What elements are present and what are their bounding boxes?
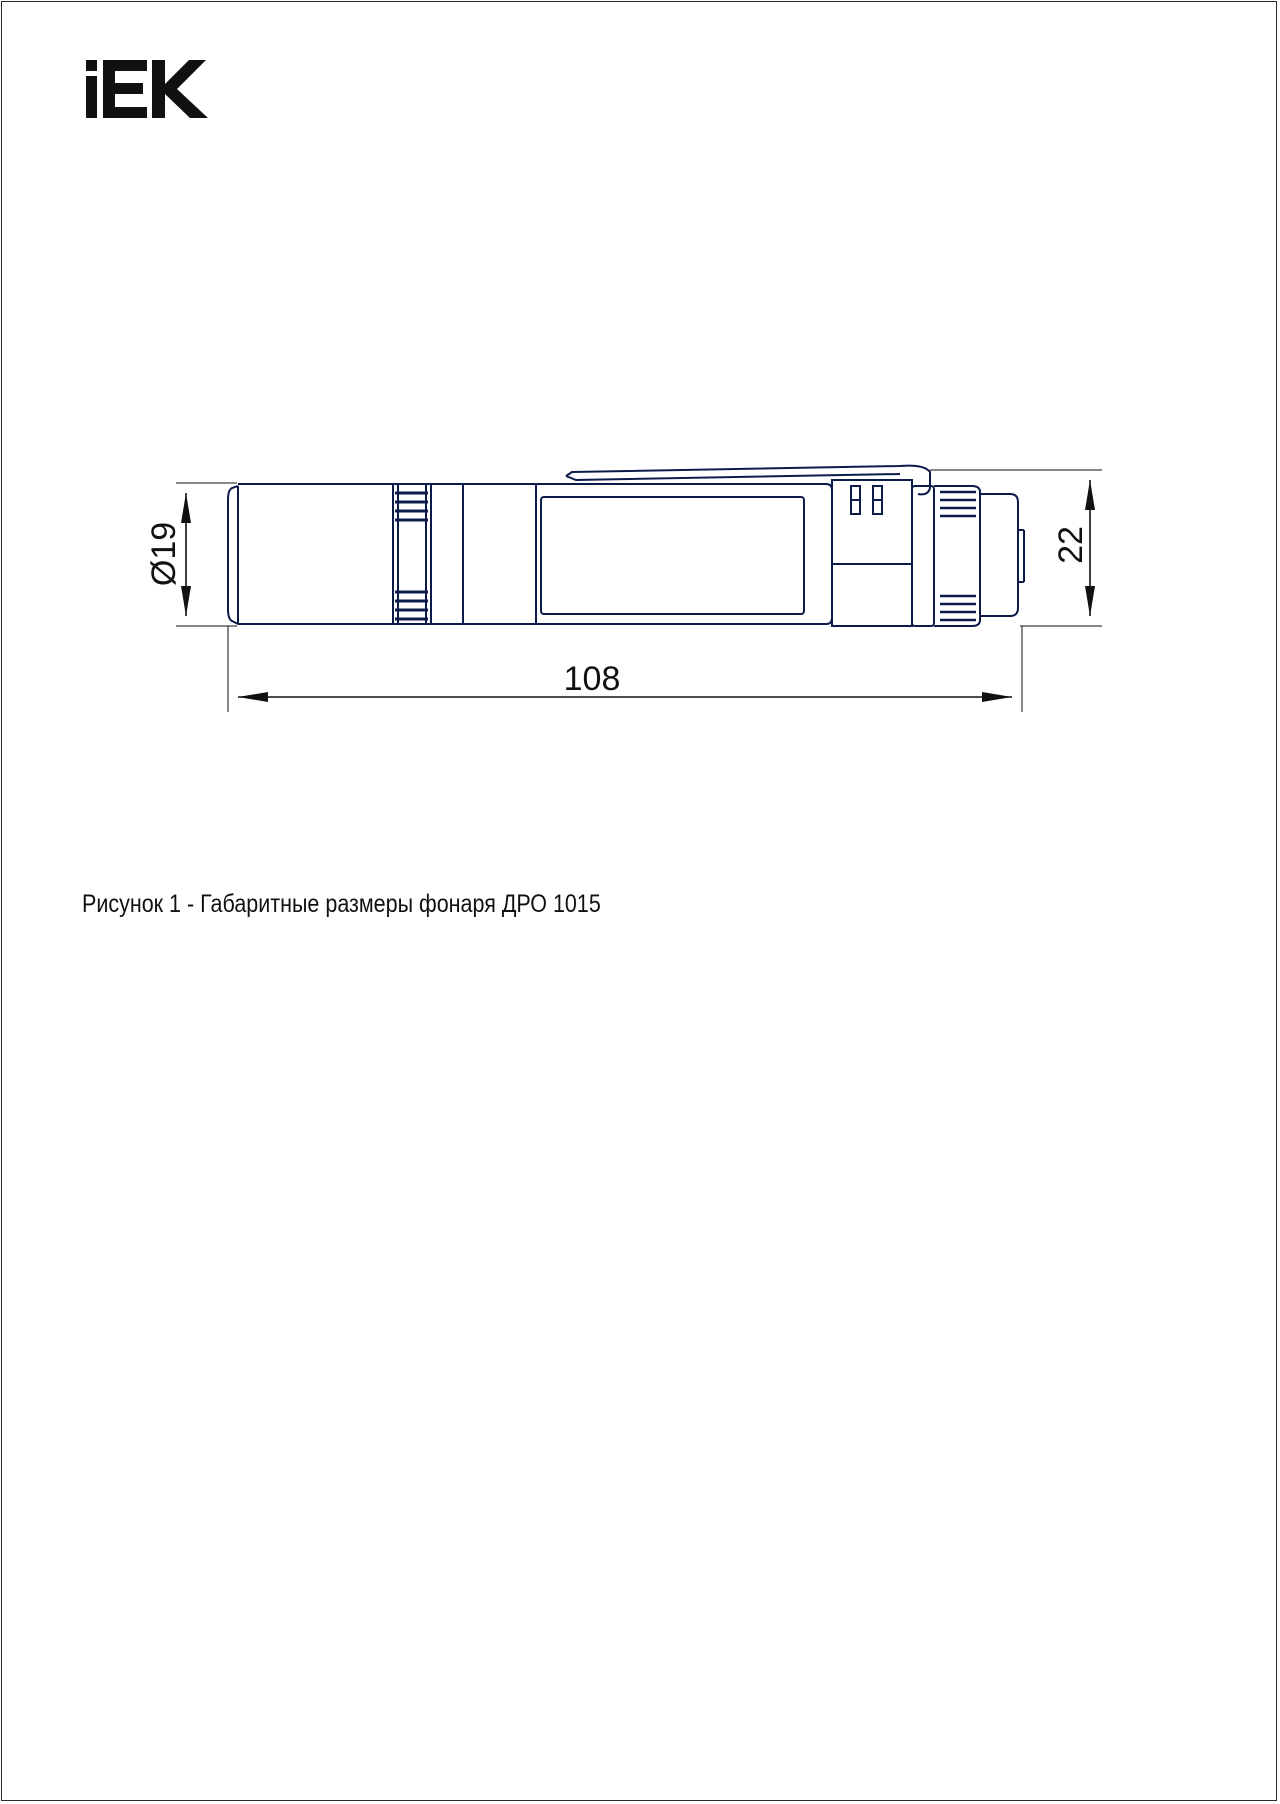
head-threads: [940, 492, 976, 620]
extension-lines: [176, 470, 1102, 712]
height-label: 22: [1052, 526, 1090, 564]
length-label: 108: [563, 660, 621, 698]
flashlight-details: [541, 466, 1024, 626]
diameter-label: Ø19: [145, 521, 183, 587]
flashlight-body: [228, 484, 832, 624]
grip-ribs: [395, 493, 428, 619]
figure-caption: Рисунок 1 - Габаритные размеры фонаря ДРО 1015: [82, 890, 601, 918]
